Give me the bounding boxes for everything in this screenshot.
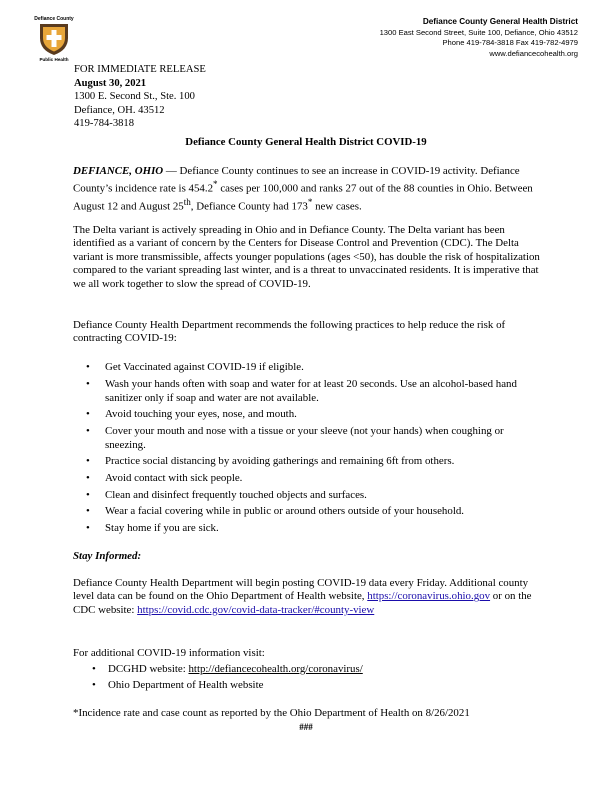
intro-text-d: new cases.: [312, 201, 362, 214]
logo-bottom-text: Public Health: [39, 57, 69, 62]
release-block: [74, 63, 206, 131]
letterhead: [380, 17, 578, 59]
intro-text-a: — Defiance County continues to see an increase in COVID-19 activity. Defiance County’s incidence rate is 454.2: [73, 165, 520, 196]
cdc-data-tracker-link[interactable]: https://covid.cdc.gov/covid-data-tracker/#county-view: [137, 603, 375, 616]
posting-text-a: Defiance County Health Department will begin posting COVID-19 data every Friday. Additional county level data can be found on the Ohio Department of Health website,: [73, 577, 529, 603]
list-item: • Wear a facial covering while in public or around others outside of your household.: [86, 504, 546, 518]
footnote-marker: *: [213, 179, 218, 190]
list-item: [92, 661, 532, 677]
intro-text-b: cases per 100,000 and ranks 27 out of the 88 counties in Ohio. Between August 12 and August 25: [73, 183, 533, 214]
intro-text-c: , Defiance County had 173: [190, 201, 308, 214]
release-phone: 419-784-3818: [74, 118, 135, 130]
footnote-marker: *: [307, 197, 313, 208]
health-cross-shield-icon: [40, 24, 68, 55]
footnote: *Incidence rate and case count as reported by the Ohio Department of Health on 8/26/2021: [73, 707, 470, 719]
letterhead-phone: Phone 419-784-3818 Fax 419-782-4979: [442, 38, 578, 47]
posting-text-b: or on the CDC website:: [73, 590, 532, 616]
logo-top-text: Defiance County: [34, 16, 74, 22]
list-item: • Cover your mouth and nose with a tissue or your sleeve (not your hands) when coughing or sneezing.: [86, 424, 546, 452]
info-links-list: [92, 661, 532, 693]
health-district-logo: [27, 14, 81, 62]
list-item: • Get Vaccinated against COVID-19 if eligible.: [86, 360, 546, 374]
letterhead-address: 1300 East Second Street, Suite 100, Defiance, Ohio 43512: [379, 27, 578, 37]
recommend-paragraph: Defiance County Health Department recommends the following practices to help reduce the risk of contracting COVID-19:: [73, 319, 506, 345]
intro-paragraph: [73, 165, 543, 214]
ohio-coronavirus-link[interactable]: https://coronavirus.ohio.gov: [367, 590, 491, 603]
list-item: • Ohio Department of Health website: [92, 677, 532, 693]
dcghd-website-link[interactable]: http://defiancecohealth.org/coronavirus/: [188, 663, 363, 675]
stay-informed-heading: Stay Informed:: [73, 550, 142, 562]
list-item: • Wash your hands often with soap and water for at least 20 seconds. Use an alcohol-based hand sanitizer only if soap and water are not available.: [86, 377, 546, 405]
release-address-line1: 1300 E. Second St., Ste. 100: [74, 91, 195, 103]
list-item: • Avoid contact with sick people.: [86, 471, 546, 485]
delta-paragraph: The Delta variant is actively spreading in Ohio and in Defiance County. The Delta variant has been identified as a variant of concern by the Centers for Disease Control and Prevention (CDC). The Delta variant is more transmissible, affects younger populations (ages <50), has double the risk of hospitalization compared to the variant spreading last winter, and is a threat to unvaccinated residents. It is imperative that we all work together to slow the spread of COVID-19.: [73, 224, 540, 290]
practices-list: [86, 360, 546, 537]
letterhead-org: Defiance County General Health District: [422, 17, 578, 26]
list-item: • Avoid touching your eyes, nose, and mouth.: [86, 407, 546, 421]
list-item: • Clean and disinfect frequently touched objects and surfaces.: [86, 488, 546, 502]
release-address-line2: Defiance, OH. 43512: [74, 104, 165, 116]
dateline: DEFIANCE, OHIO: [73, 165, 164, 177]
letterhead-website: www.defiancecohealth.org: [489, 48, 578, 58]
end-mark: ###: [299, 722, 313, 732]
document-title: Defiance County General Health District COVID-19: [185, 136, 427, 148]
list-item: • Practice social distancing by avoiding gatherings and remaining 6ft from others.: [86, 454, 546, 468]
release-label: FOR IMMEDIATE RELEASE: [74, 64, 206, 75]
ordinal-suffix: th: [183, 197, 191, 208]
list-item: • Stay home if you are sick.: [86, 521, 546, 535]
posting-paragraph: [73, 577, 543, 617]
additional-info-heading: For additional COVID-19 information visit:: [73, 647, 265, 659]
release-date: August 30, 2021: [74, 77, 147, 89]
dcghd-label: DCGHD website:: [108, 663, 189, 675]
